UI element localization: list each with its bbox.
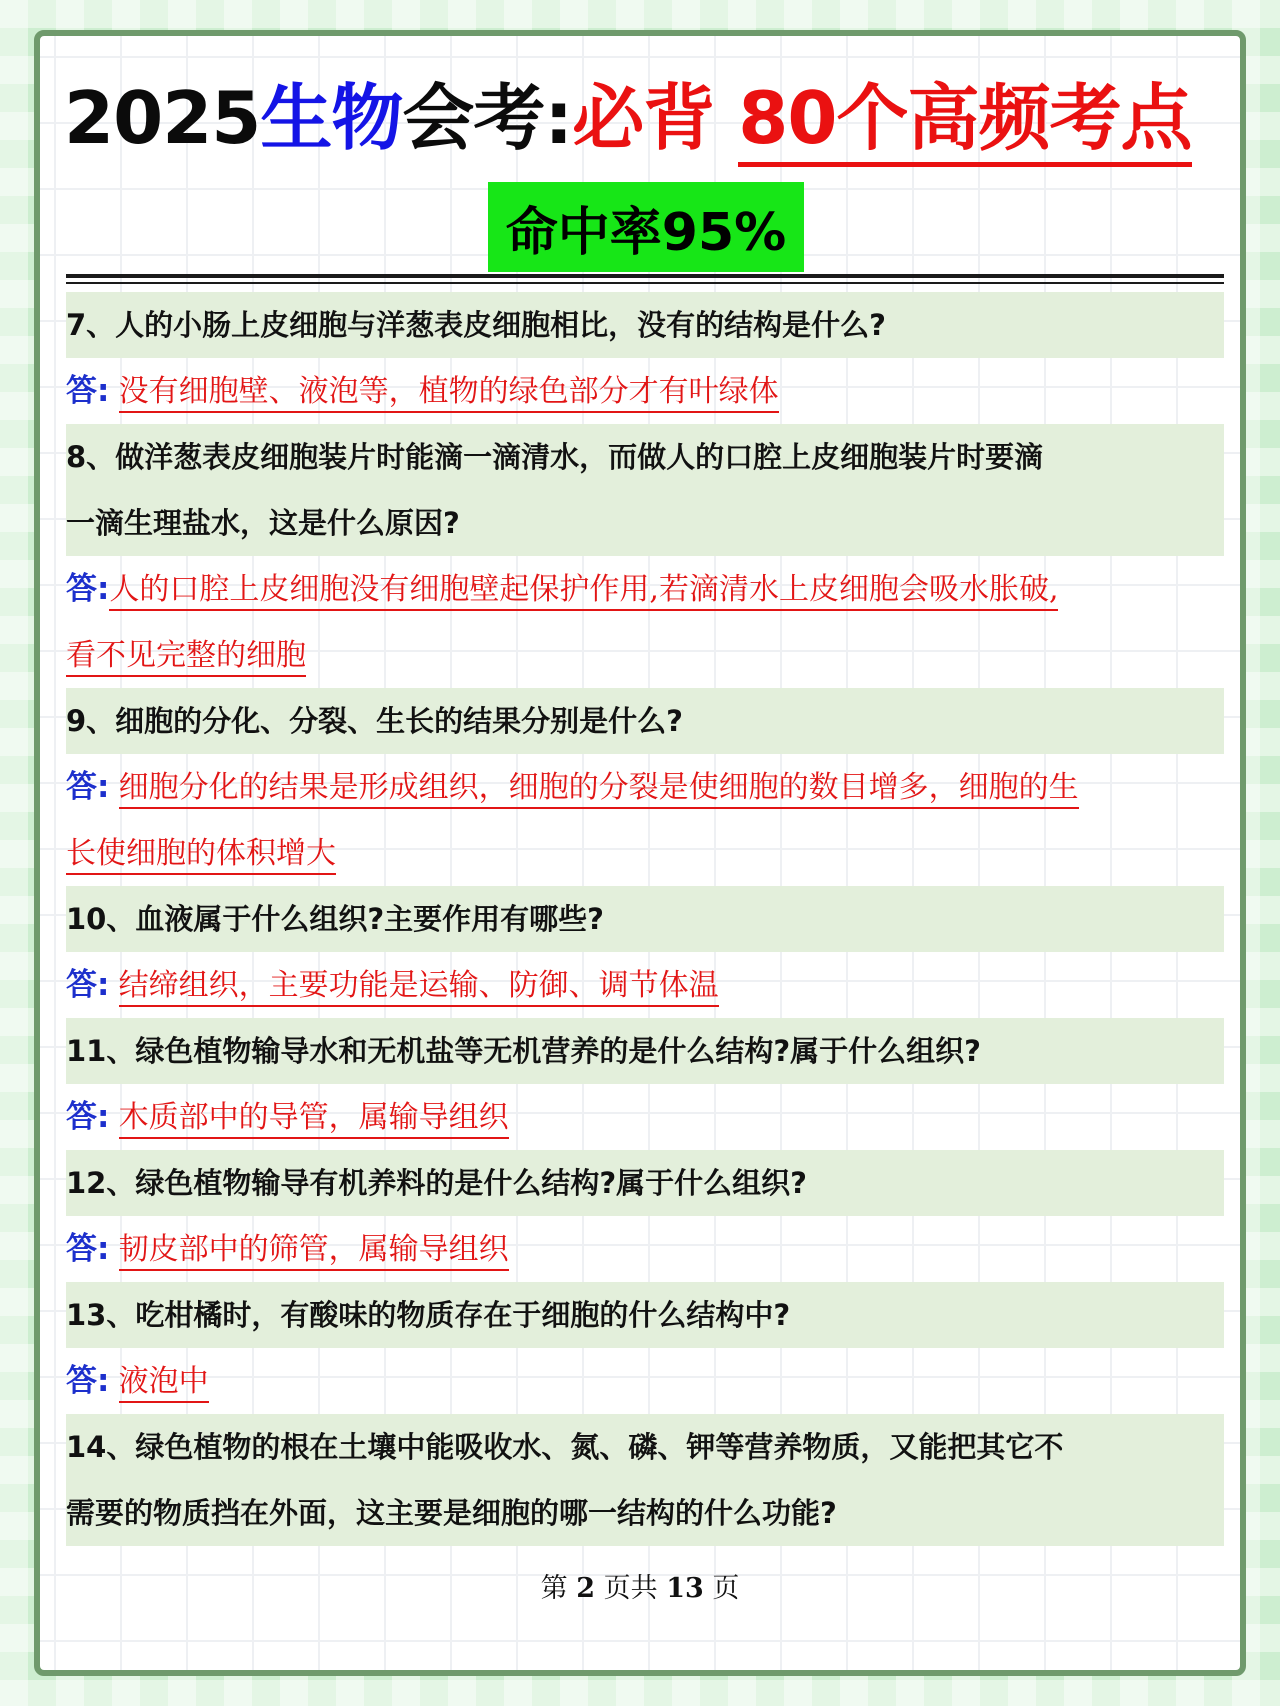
answer-text: 人的口腔上皮细胞没有细胞壁起保护作用,若滴清水上皮细胞会吸水胀破, (109, 572, 1058, 611)
question-9 (66, 688, 683, 754)
question-text: 13、吃柑橘时，有酸味的物质存在于细胞的什么结构中? (66, 1298, 791, 1332)
page-footer (40, 1566, 1240, 1605)
answer-label: 答: (66, 1099, 110, 1135)
question-text: 7、人的小肠上皮细胞与洋葱表皮细胞相比，没有的结构是什么? (66, 308, 887, 342)
question-12 (66, 1150, 807, 1216)
title-highlight: 80个高频考点 (738, 76, 1191, 167)
page-title (64, 76, 1234, 160)
answer-label: 答: (66, 1231, 110, 1267)
question-text: 8、做洋葱表皮细胞装片时能滴一滴清水，而做人的口腔上皮细胞装片时要滴 (66, 440, 1044, 474)
question-11 (66, 1018, 981, 1084)
footer-total-pages: 13 (666, 1573, 704, 1604)
question-10 (66, 886, 604, 952)
page-card (34, 30, 1246, 1676)
question-text: 12、绿色植物输导有机养料的是什么结构?属于什么组织? (66, 1166, 808, 1200)
answer-label: 答: (66, 769, 110, 805)
answer-10 (66, 952, 719, 1018)
answer-text: 看不见完整的细胞 (66, 638, 306, 677)
footer-mid: 页共 (603, 1573, 658, 1604)
question-13 (66, 1282, 790, 1348)
title-exam: 会考: (402, 76, 573, 160)
question-text: 14、绿色植物的根在土壤中能吸收水、氮、磷、钾等营养物质，又能把其它不 (66, 1430, 1064, 1464)
answer-text: 细胞分化的结果是形成组织，细胞的分裂是使细胞的数目增多，细胞的生 (119, 770, 1079, 809)
question-text: 一滴生理盐水，这是什么原因? (66, 506, 460, 540)
answer-text: 结缔组织，主要功能是运输、防御、调节体温 (119, 968, 719, 1007)
answer-text: 长使细胞的体积增大 (66, 836, 336, 875)
answer-text: 韧皮部中的筛管，属输导组织 (119, 1232, 509, 1271)
question-14-line-2 (66, 1480, 837, 1546)
footer-page-number: 2 (576, 1573, 596, 1604)
answer-label: 答: (66, 571, 110, 607)
question-text: 需要的物质挡在外面，这主要是细胞的哪一结构的什么功能? (66, 1496, 837, 1530)
question-7 (66, 292, 886, 358)
answer-label: 答: (66, 1363, 110, 1399)
title-subject: 生物 (260, 76, 403, 160)
question-8-line-1 (66, 424, 1043, 490)
answer-label: 答: (66, 967, 110, 1003)
answer-8-line-2 (66, 622, 306, 688)
answer-9-line-2 (66, 820, 336, 886)
title-must: 必背 (572, 76, 715, 160)
title-year: 2025 (64, 76, 261, 160)
question-text: 10、血液属于什么组织?主要作用有哪些? (66, 902, 605, 936)
question-8-line-2 (66, 490, 460, 556)
divider-thick (66, 274, 1224, 278)
question-text: 9、细胞的分化、分裂、生长的结果分别是什么? (66, 704, 684, 738)
answer-text: 液泡中 (119, 1364, 209, 1403)
question-text: 11、绿色植物输导水和无机盐等无机营养的是什么结构?属于什么组织? (66, 1034, 982, 1068)
answer-11 (66, 1084, 509, 1150)
answer-text: 没有细胞壁、液泡等，植物的绿色部分才有叶绿体 (119, 374, 779, 413)
hit-rate-badge: 命中率95% (488, 182, 804, 272)
answer-9-line-1 (66, 754, 1079, 820)
footer-post: 页 (712, 1573, 740, 1604)
question-14-line-1 (66, 1414, 1063, 1480)
answer-text: 木质部中的导管，属输导组织 (119, 1100, 509, 1139)
answer-12 (66, 1216, 509, 1282)
divider-thin (66, 282, 1224, 284)
answer-8-line-1 (66, 556, 1058, 622)
answer-7 (66, 358, 779, 424)
answer-label: 答: (66, 373, 110, 409)
answer-13 (66, 1348, 209, 1414)
footer-pre: 第 (540, 1573, 568, 1604)
